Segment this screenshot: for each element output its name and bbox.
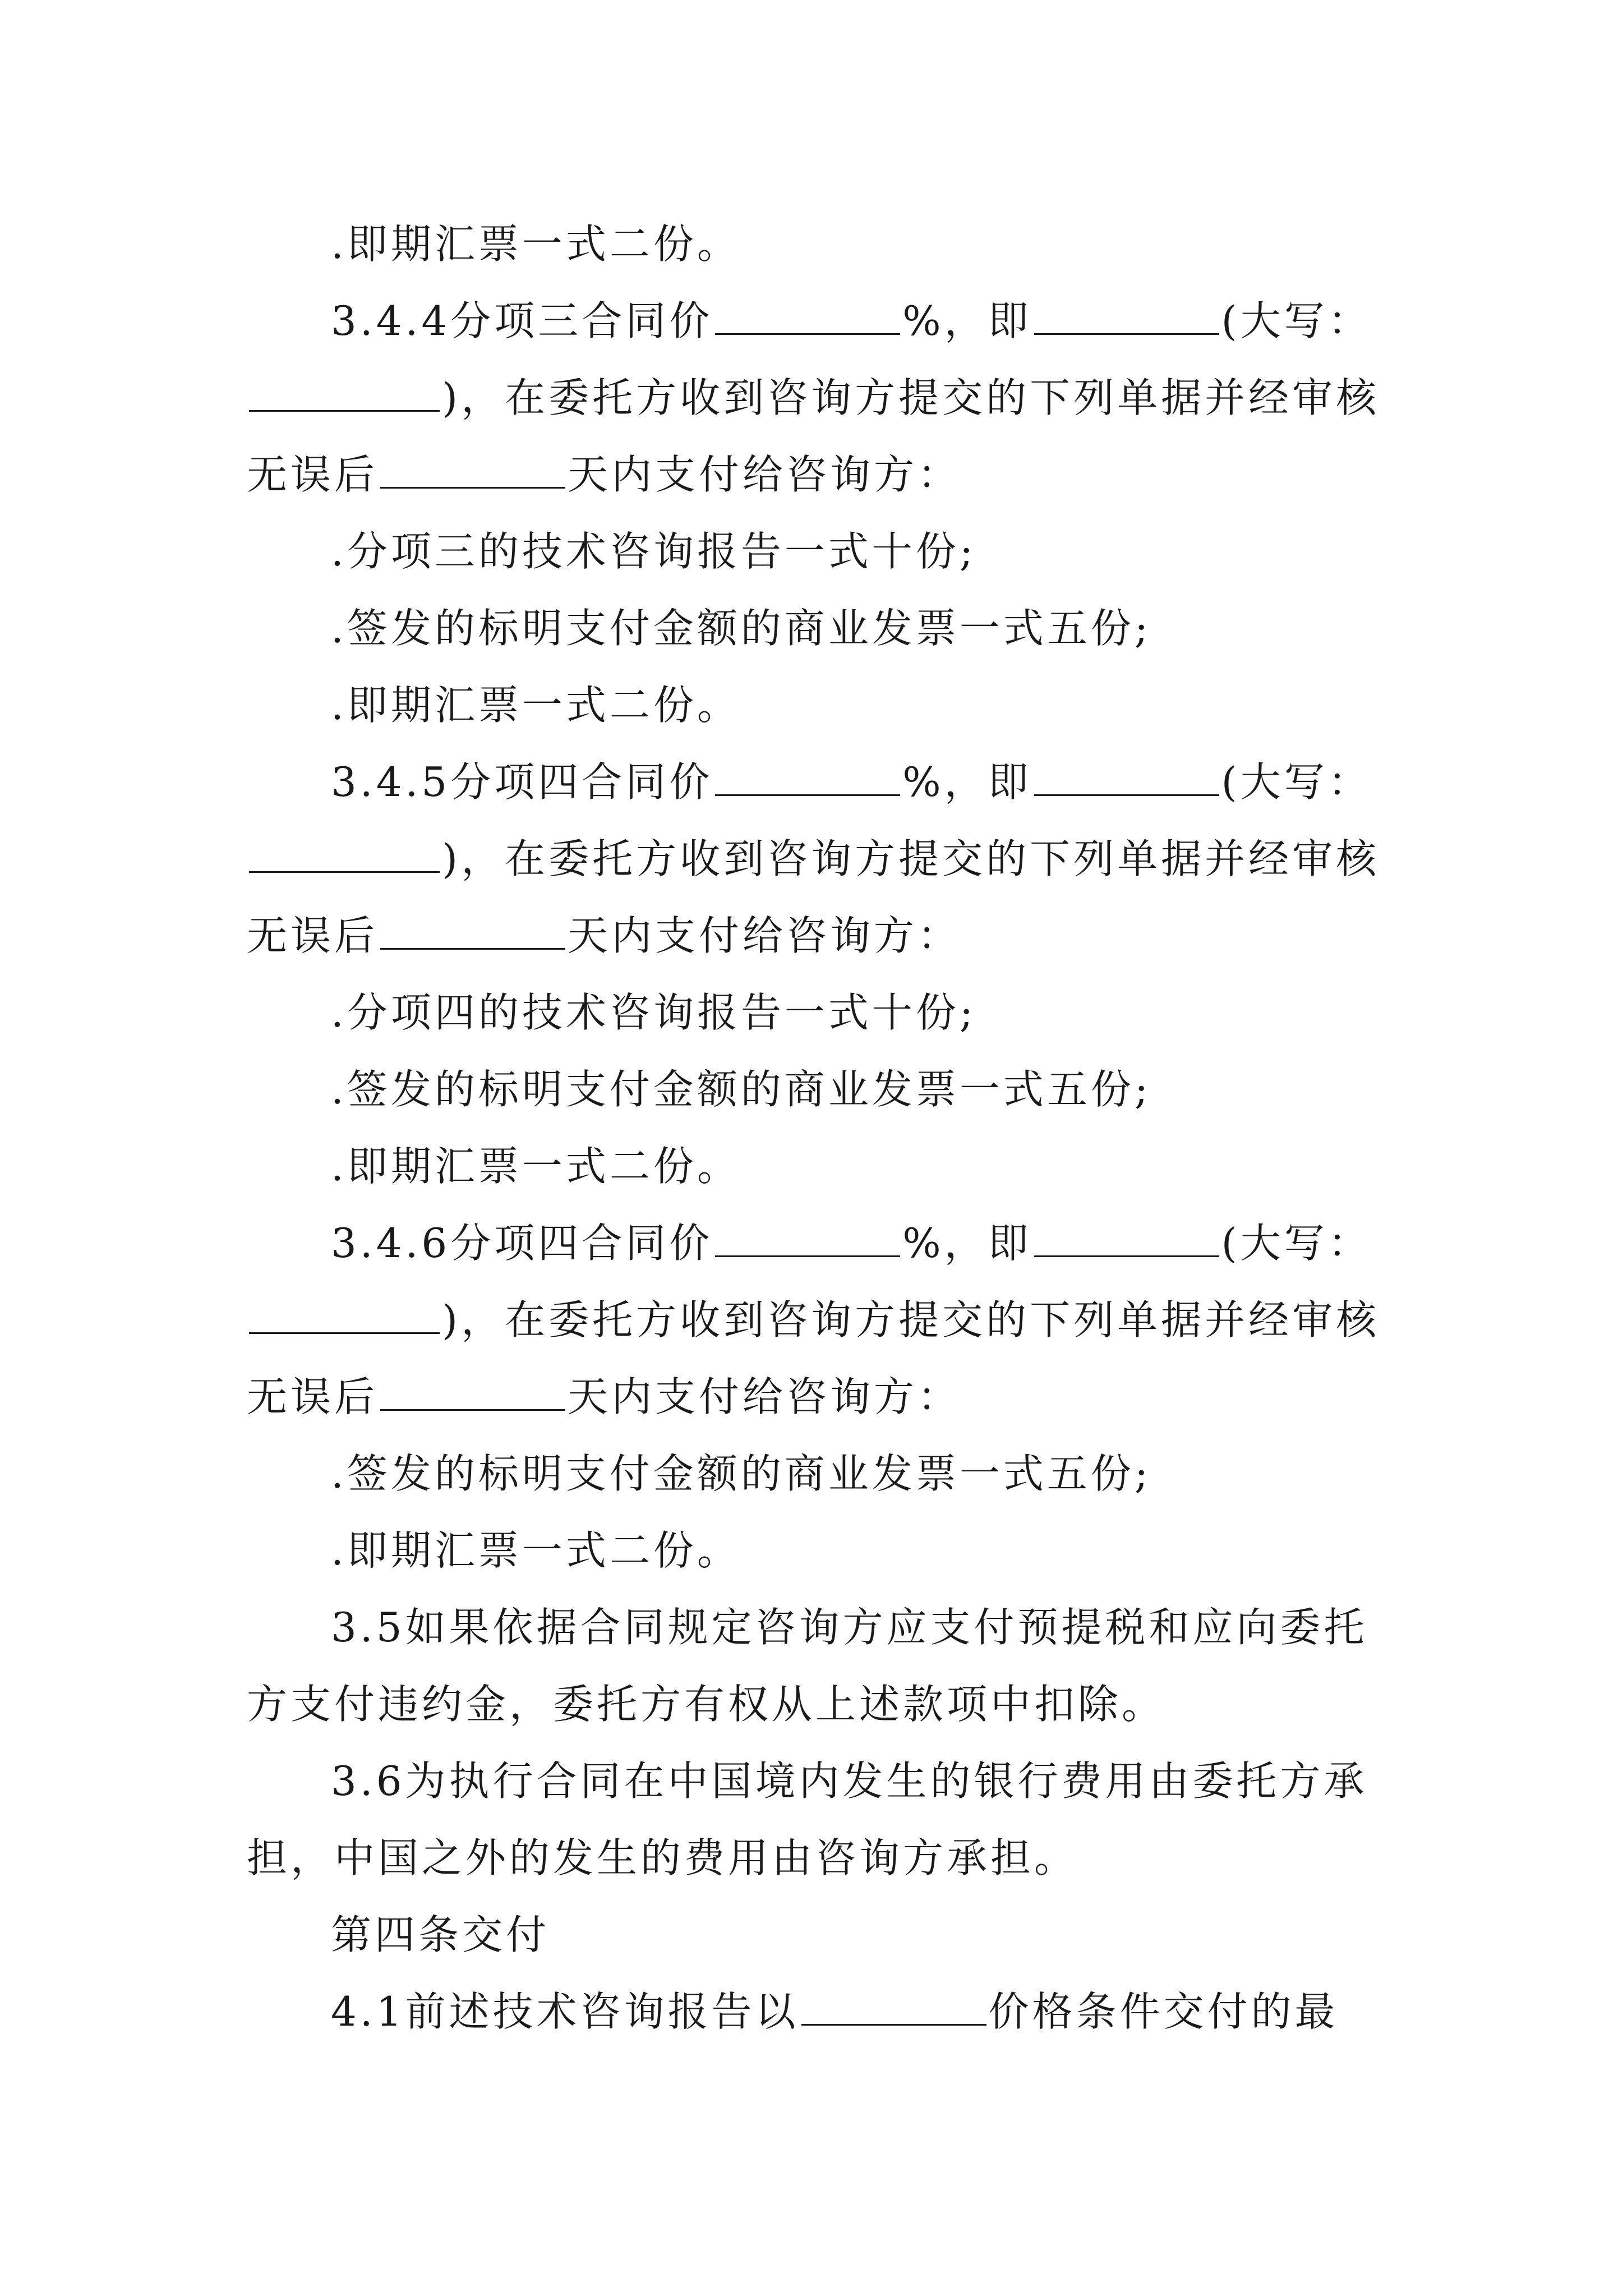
text-line <box>247 1830 1078 1886</box>
line-text: .分项四的技术咨询报告一式十份; <box>331 989 977 1036</box>
fill-in-blank[interactable] <box>801 1984 986 2026</box>
line-text: )，在委托方收到咨询方提交的下列单据并经审核 <box>442 835 1380 882</box>
line-text: .即期汇票一式二份。 <box>331 1527 741 1574</box>
line-text: 3.5如果依据合同规定咨询方应支付预提税和应向委托 <box>331 1604 1368 1651</box>
fill-in-blank[interactable] <box>1034 293 1219 335</box>
line-text: 无误后 <box>247 451 379 498</box>
fill-in-blank[interactable] <box>380 908 565 950</box>
line-text: (大写： <box>1221 297 1372 344</box>
text-line <box>247 831 1380 887</box>
line-text: .签发的标明支付金额的商业发票一式五份; <box>331 1066 1152 1113</box>
fill-in-blank[interactable] <box>249 831 440 873</box>
fill-in-blank[interactable] <box>715 1215 900 1257</box>
text-line <box>331 523 976 579</box>
line-text: 无误后 <box>247 1373 379 1420</box>
text-line <box>331 754 1372 810</box>
line-text: 3.4.4分项三合同价 <box>331 297 713 344</box>
line-text: (大写： <box>1221 1220 1372 1267</box>
line-text: 无误后 <box>247 912 379 959</box>
line-text: )，在委托方收到咨询方提交的下列单据并经审核 <box>442 374 1380 421</box>
line-text: .即期汇票一式二份。 <box>331 682 741 729</box>
line-text: 3.4.6分项四合同价 <box>331 1220 713 1267</box>
fill-in-blank[interactable] <box>380 1369 565 1411</box>
fill-in-blank[interactable] <box>715 293 900 335</box>
line-text: .分项三的技术咨询报告一式十份; <box>331 528 977 575</box>
line-text: %，即 <box>902 297 1032 344</box>
line-text: 3.6为执行合同在中国境内发生的银行费用由委托方承 <box>331 1757 1368 1805</box>
text-line <box>331 1061 1151 1117</box>
text-line <box>331 1215 1372 1271</box>
text-line <box>247 1292 1380 1348</box>
text-line <box>331 984 976 1041</box>
text-line <box>331 1984 1339 2040</box>
line-text: .即期汇票一式二份。 <box>331 220 741 268</box>
line-text: 天内支付给咨询方： <box>568 912 962 959</box>
text-line <box>247 370 1380 426</box>
line-text: (大写： <box>1221 758 1372 806</box>
line-text: 价格条件交付的最 <box>988 1988 1339 2035</box>
text-line <box>247 1676 1165 1732</box>
text-line <box>331 216 741 272</box>
line-text: 3.4.5分项四合同价 <box>331 758 713 806</box>
text-line <box>247 1369 961 1425</box>
line-text: )，在委托方收到咨询方提交的下列单据并经审核 <box>442 1296 1380 1343</box>
line-text: 天内支付给咨询方： <box>568 1373 962 1420</box>
text-line <box>331 293 1372 349</box>
text-line <box>331 1446 1151 1502</box>
line-text: 第四条交付 <box>331 1911 550 1958</box>
fill-in-blank[interactable] <box>249 1292 440 1334</box>
fill-in-blank[interactable] <box>1034 1215 1219 1257</box>
line-text: .签发的标明支付金额的商业发票一式五份; <box>331 1450 1152 1497</box>
fill-in-blank[interactable] <box>1034 754 1219 796</box>
line-text: %，即 <box>902 1220 1032 1267</box>
text-line <box>331 1522 741 1579</box>
text-line <box>331 677 741 733</box>
fill-in-blank[interactable] <box>380 447 565 489</box>
line-text: 方支付违约金，委托方有权从上述款项中扣除。 <box>247 1681 1166 1728</box>
text-line <box>331 1753 1368 1809</box>
text-line <box>331 600 1151 656</box>
line-text: .即期汇票一式二份。 <box>331 1143 741 1190</box>
text-line <box>247 908 961 964</box>
line-text: 担，中国之外的发生的费用由咨询方承担。 <box>247 1834 1078 1881</box>
line-text: .签发的标明支付金额的商业发票一式五份; <box>331 605 1152 652</box>
text-line <box>247 447 961 503</box>
text-line <box>331 1138 741 1194</box>
section-heading <box>331 1907 550 1963</box>
line-text: 4.1前述技术咨询报告以 <box>331 1988 799 2035</box>
text-line <box>331 1599 1368 1655</box>
line-text: %，即 <box>902 758 1032 806</box>
fill-in-blank[interactable] <box>249 370 440 412</box>
fill-in-blank[interactable] <box>715 754 900 796</box>
line-text: 天内支付给咨询方： <box>568 451 962 498</box>
